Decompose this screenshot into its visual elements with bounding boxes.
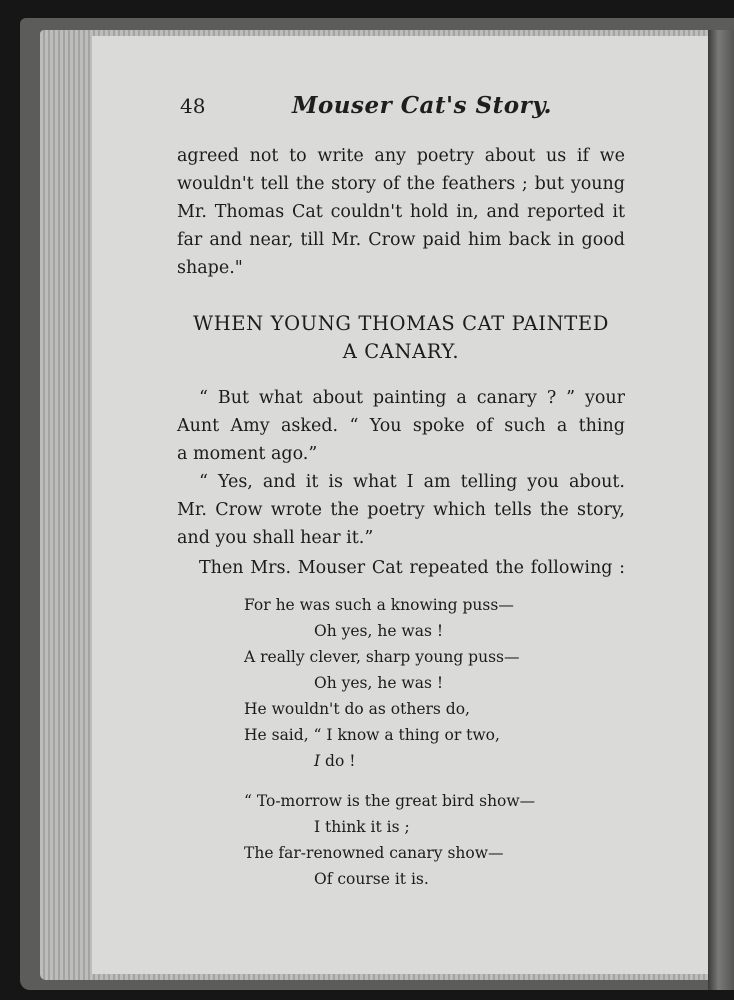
poem-line: He wouldn't do as others do,	[244, 700, 470, 718]
poem-line: I think it is ;	[314, 818, 410, 836]
book-gutter	[708, 30, 734, 990]
text-line: far and near, till Mr. Crow paid him back in good	[177, 230, 625, 250]
text-line: wouldn't tell the story of the feathers ; but young	[177, 174, 625, 194]
text-line: “ Yes, and it is what I am telling you about.	[199, 472, 625, 492]
poem-line: The far-renowned canary show—	[244, 844, 504, 862]
text-line: shape."	[177, 258, 243, 278]
poem-line: Oh yes, he was !	[314, 622, 444, 640]
text-line: and you shall hear it.”	[177, 528, 374, 548]
poem-line: He said, “ I know a thing or two,	[244, 726, 500, 744]
running-title: Mouser Cat's Story.	[292, 92, 552, 119]
text-line: Aunt Amy asked. “ You spoke of such a thing	[177, 416, 625, 436]
text-line: Mr. Crow wrote the poetry which tells the story,	[177, 500, 625, 520]
poem-line: Oh yes, he was !	[314, 674, 444, 692]
text-line: a moment ago.”	[177, 444, 318, 464]
text-line: agreed not to write any poetry about us if we	[177, 146, 625, 166]
page-number: 48	[180, 94, 206, 118]
text-line: Then Mrs. Mouser Cat repeated the following :	[199, 558, 625, 578]
poem-line: For he was such a knowing puss—	[244, 596, 514, 614]
section-heading: WHEN YOUNG THOMAS CAT PAINTED	[193, 312, 609, 335]
text-line: Mr. Thomas Cat couldn't hold in, and reported it	[177, 202, 625, 222]
italic-word: I	[314, 752, 321, 770]
poem-line: “ To-morrow is the great bird show—	[244, 792, 536, 810]
text-line: “ But what about painting a canary ? ” your	[199, 388, 625, 408]
section-heading: A CANARY.	[342, 340, 460, 363]
poem-line: A really clever, sharp young puss—	[244, 648, 520, 666]
poem-line: I do !	[314, 752, 356, 770]
running-head	[180, 94, 626, 128]
poem-line: Of course it is.	[314, 870, 429, 888]
